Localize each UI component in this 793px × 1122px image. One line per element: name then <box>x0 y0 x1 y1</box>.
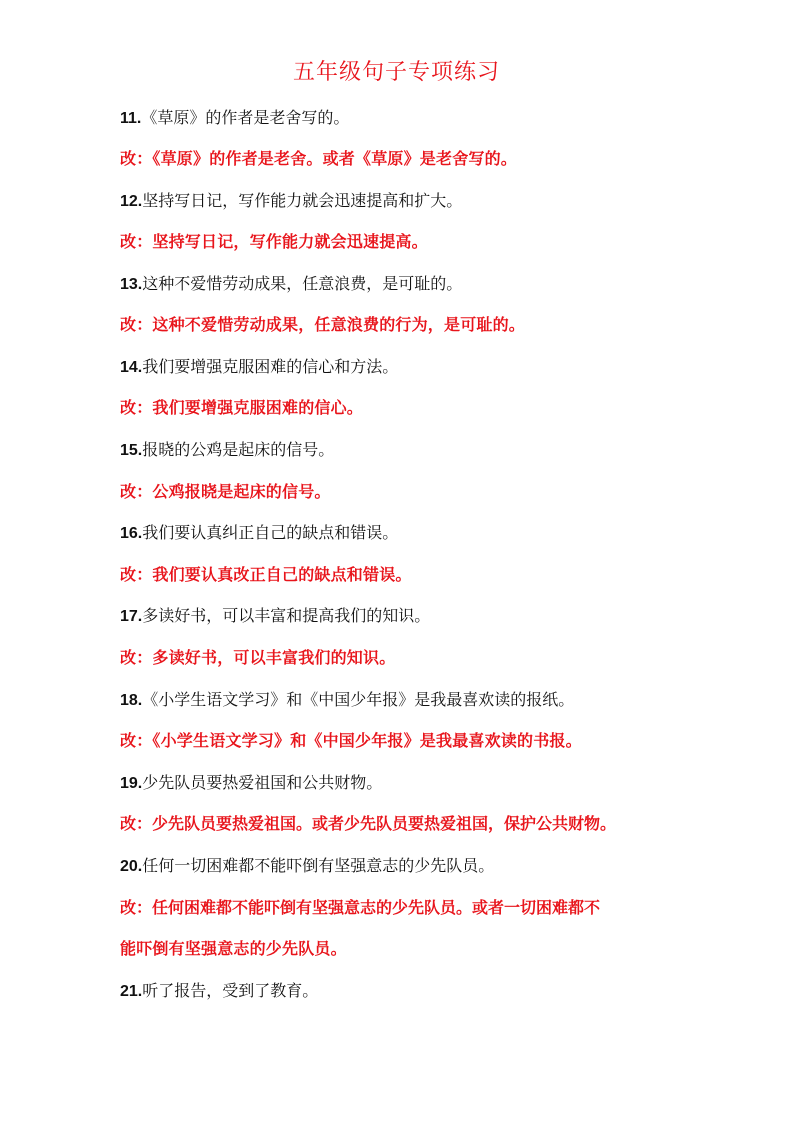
question-text: 任何一切困难都不能吓倒有坚强意志的少先队员。 <box>142 856 495 875</box>
question-11 <box>120 106 680 131</box>
answer-20-continued: 能吓倒有坚强意志的少先队员。 <box>120 939 347 958</box>
question-text: 《小学生语文学习》和《中国少年报》是我最喜欢读的报纸。 <box>142 690 575 709</box>
question-number: 16. <box>120 525 143 542</box>
question-19 <box>120 771 680 796</box>
question-21 <box>120 979 680 1004</box>
question-number: 15. <box>120 442 143 459</box>
question-text: 少先队员要热爱祖国和公共财物。 <box>142 773 383 792</box>
question-15 <box>120 438 680 463</box>
question-text: 《草原》的作者是老舍写的。 <box>141 108 350 127</box>
question-number: 12. <box>120 193 143 210</box>
question-number: 19. <box>120 775 143 792</box>
question-number: 17. <box>120 608 143 625</box>
question-13 <box>120 272 680 297</box>
question-text: 多读好书，可以丰富和提高我们的知识。 <box>142 606 431 625</box>
question-text: 这种不爱惜劳动成果，任意浪费，是可耻的。 <box>142 274 463 293</box>
answer-19: 改：少先队员要热爱祖国。或者少先队员要热爱祖国，保护公共财物。 <box>120 814 617 833</box>
answer-14: 改：我们要增强克服困难的信心。 <box>120 398 364 417</box>
question-number: 20. <box>120 858 143 875</box>
question-12 <box>120 189 680 214</box>
question-18 <box>120 688 680 713</box>
answer-13: 改：这种不爱惜劳动成果，任意浪费的行为，是可耻的。 <box>120 315 526 334</box>
question-17 <box>120 604 680 629</box>
question-number: 21. <box>120 983 143 1000</box>
question-number: 11. <box>120 110 142 127</box>
answer-20: 改：任何困难都不能吓倒有坚强意志的少先队员。或者一切困难都不 <box>120 898 601 917</box>
question-number: 13. <box>120 276 143 293</box>
question-number: 14. <box>120 359 143 376</box>
question-text: 报晓的公鸡是起床的信号。 <box>142 440 335 459</box>
answer-17: 改：多读好书，可以丰富我们的知识。 <box>120 648 396 667</box>
answer-16: 改：我们要认真改正自己的缺点和错误。 <box>120 565 412 584</box>
question-16 <box>120 521 680 546</box>
question-20 <box>120 854 680 879</box>
question-text: 听了报告，受到了教育。 <box>142 981 319 1000</box>
answer-12: 改：坚持写日记，写作能力就会迅速提高。 <box>120 232 428 251</box>
answer-18: 改：《小学生语文学习》和《中国少年报》是我最喜欢读的书报。 <box>120 731 582 750</box>
page-title: 五年级句子专项练习 <box>292 60 500 85</box>
answer-11: 改：《草原》的作者是老舍。或者《草原》是老舍写的。 <box>120 149 518 168</box>
question-number: 18. <box>120 692 143 709</box>
answer-15: 改：公鸡报晓是起床的信号。 <box>120 482 331 501</box>
question-text: 我们要认真纠正自己的缺点和错误。 <box>142 523 399 542</box>
question-14 <box>120 355 680 380</box>
question-text: 坚持写日记，写作能力就会迅速提高和扩大。 <box>142 191 463 210</box>
question-text: 我们要增强克服困难的信心和方法。 <box>142 357 399 376</box>
